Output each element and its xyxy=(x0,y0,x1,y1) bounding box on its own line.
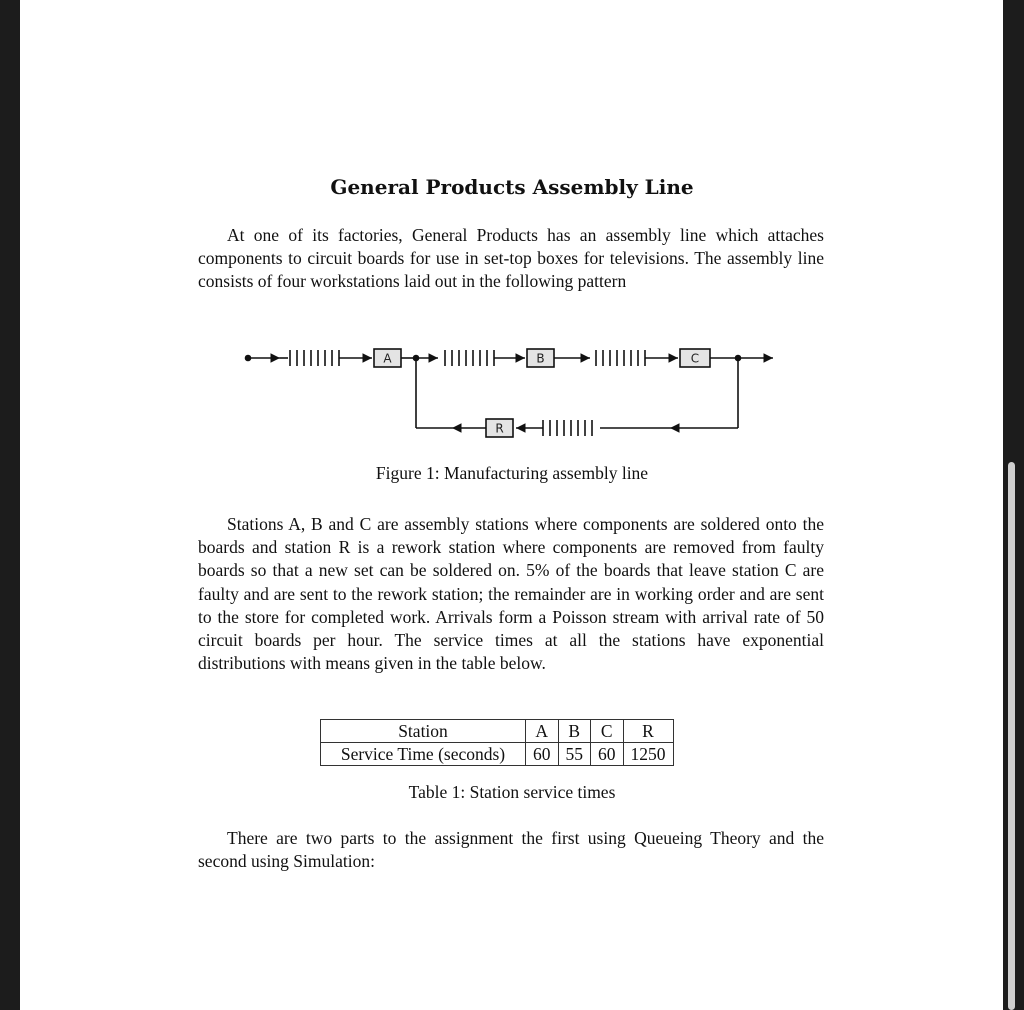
table-cell: 1250 xyxy=(623,743,673,766)
table-header-cell: B xyxy=(558,720,591,743)
table-header-cell: A xyxy=(526,720,559,743)
station-r-label: R xyxy=(495,421,504,436)
table-cell: 60 xyxy=(526,743,559,766)
table-cell: 60 xyxy=(591,743,624,766)
table-row xyxy=(321,743,674,766)
table-cell: Service Time (seconds) xyxy=(321,743,526,766)
scrollbar-thumb[interactable] xyxy=(1008,462,1015,1010)
document-title: General Products Assembly Line xyxy=(330,175,694,199)
station-b-label: B xyxy=(536,351,545,366)
station-a-label: A xyxy=(383,351,392,366)
table-cell: 55 xyxy=(558,743,591,766)
assembly-line-diagram xyxy=(240,340,780,440)
table-header-row xyxy=(321,720,674,743)
queue-c xyxy=(596,350,645,366)
figure-caption: Figure 1: Manufacturing assembly line xyxy=(375,463,649,483)
intro-paragraph: At one of its factories, General Products has an assembly line which attaches components to circuit boards for use in set-top boxes for televisions. The assembly line consists of four workstations laid out in the following pattern xyxy=(198,225,824,292)
service-times-table xyxy=(320,719,674,766)
queue-r xyxy=(543,420,592,436)
description-paragraph: Stations A, B and C are assembly stations where components are soldered onto the boards and station R is a rework station where components are removed from faulty boards so that a new set can be soldered on. 5% of the boards that leave station C are faulty and are sent to the rework station; the remainder are in working order and are sent to the store for completed work. Arrivals form a Poisson stream with arrival rate of 50 circuit boards per hour. The service times at all the stations have exponential distributions with means given in the table below. xyxy=(198,514,824,674)
table-header-cell: R xyxy=(623,720,673,743)
table-caption: Table 1: Station service times xyxy=(408,782,616,802)
table-header-cell: C xyxy=(591,720,624,743)
queue-b xyxy=(445,350,494,366)
closing-paragraph: There are two parts to the assignment the first using Queueing Theory and the second using Simulation: xyxy=(198,828,824,872)
table-header-cell: Station xyxy=(321,720,526,743)
assembly-line-figure xyxy=(240,340,780,440)
station-c-label: C xyxy=(690,351,700,366)
queue-a xyxy=(290,350,339,366)
